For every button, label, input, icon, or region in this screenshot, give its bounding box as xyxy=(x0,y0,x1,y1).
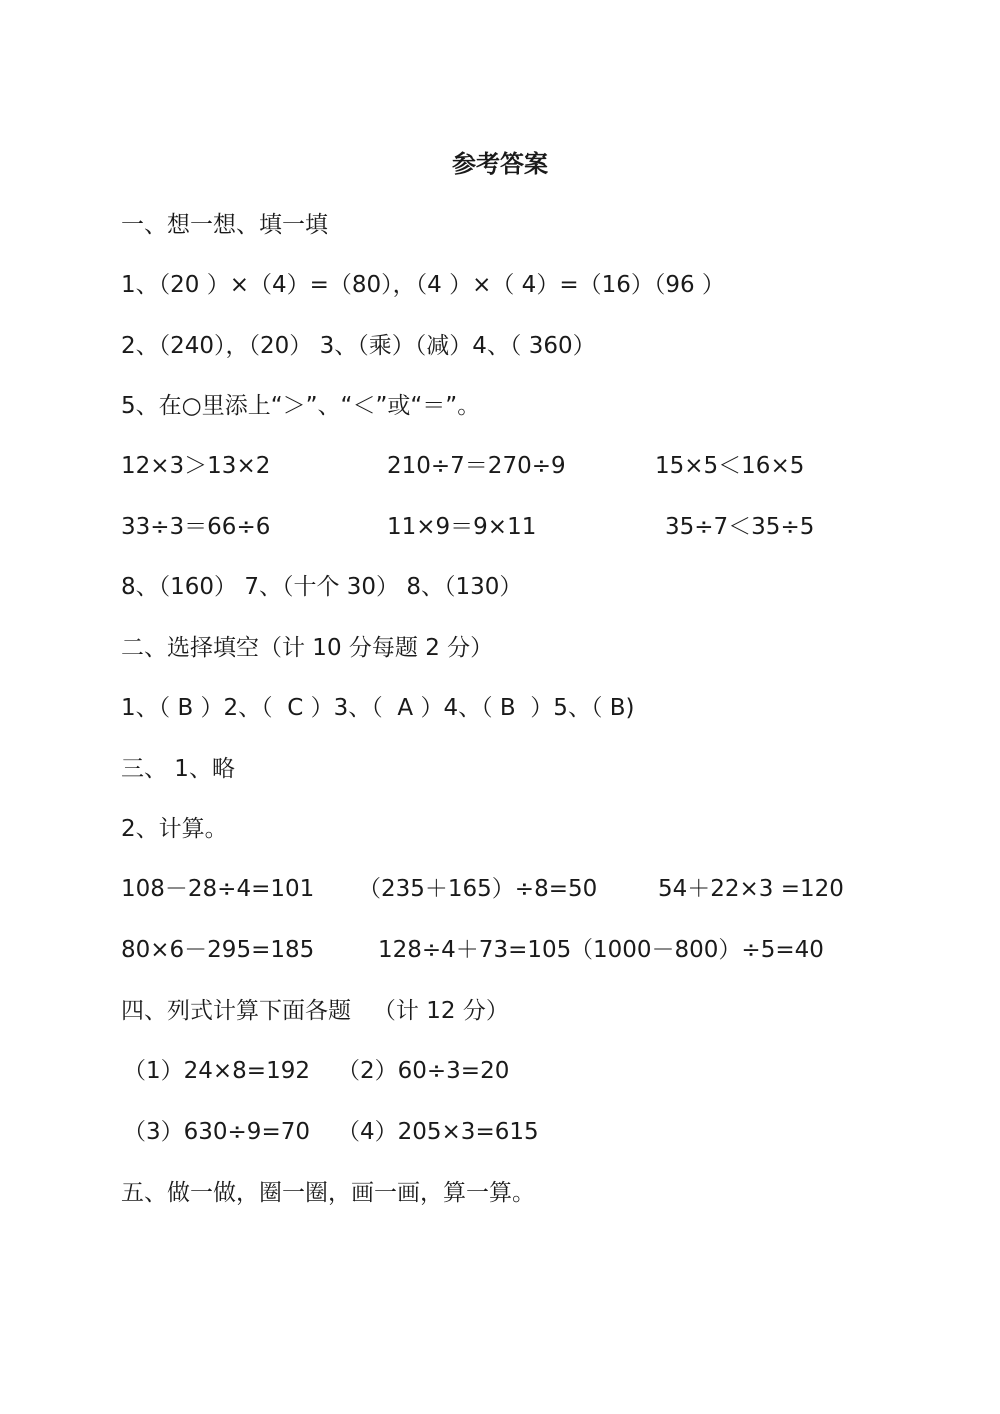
calc-cell: 80×6－295=185 xyxy=(121,937,315,963)
compare-cell: 33÷3＝66÷6 xyxy=(121,514,271,540)
compare-cell: 11×9＝9×11 xyxy=(387,514,537,540)
section1-q2: 2、（240），（20） 3、（乘）（减）4、（ 360） xyxy=(121,333,596,359)
section1-q1: 1、（20 ）×（4）=（80），（4 ）×（ 4）=（16）（96 ） xyxy=(121,272,725,298)
section4-item: （2）60÷3=20 xyxy=(337,1058,510,1084)
calc-cell: （1000－800）÷5=40 xyxy=(570,937,824,963)
compare-cell: 12×3＞13×2 xyxy=(121,453,271,479)
compare-cell: 35÷7＜35÷5 xyxy=(665,514,815,540)
section1-q5-intro: 5、在○里添上“＞”、“＜”或“＝”。 xyxy=(121,393,481,419)
section1-heading: 一、想一想、填一填 xyxy=(121,212,328,238)
section4-item: （4）205×3=615 xyxy=(337,1119,539,1145)
section4-item: （1）24×8=192 xyxy=(123,1058,310,1084)
section1-last: 8、（160） 7、（十个 30） 8、（130） xyxy=(121,574,523,600)
section5-heading: 五、做一做，圈一圈，画一画，算一算。 xyxy=(121,1180,535,1206)
section4-heading: 四、列式计算下面各题 （计 12 分） xyxy=(121,998,509,1024)
calc-cell: （235＋165）÷8=50 xyxy=(358,876,598,902)
section2-heading: 二、选择填空（计 10 分每题 2 分） xyxy=(121,635,494,661)
section3-q2-label: 2、计算。 xyxy=(121,816,228,842)
compare-cell: 210÷7＝270÷9 xyxy=(387,453,566,479)
calc-cell: 128÷4＋73=105 xyxy=(378,937,572,963)
calc-cell: 108－28÷4=101 xyxy=(121,876,315,902)
compare-cell: 15×5＜16×5 xyxy=(655,453,805,479)
section4-item: （3）630÷9=70 xyxy=(123,1119,310,1145)
section3-heading: 三、 1、略 xyxy=(121,756,235,782)
section2-answers: 1、（ B ）2、（ C ）3、（ A ）4、（ B ）5、（ B) xyxy=(121,695,635,721)
calc-cell: 54＋22×3 =120 xyxy=(658,876,844,902)
page-title: 参考答案 xyxy=(452,150,548,178)
